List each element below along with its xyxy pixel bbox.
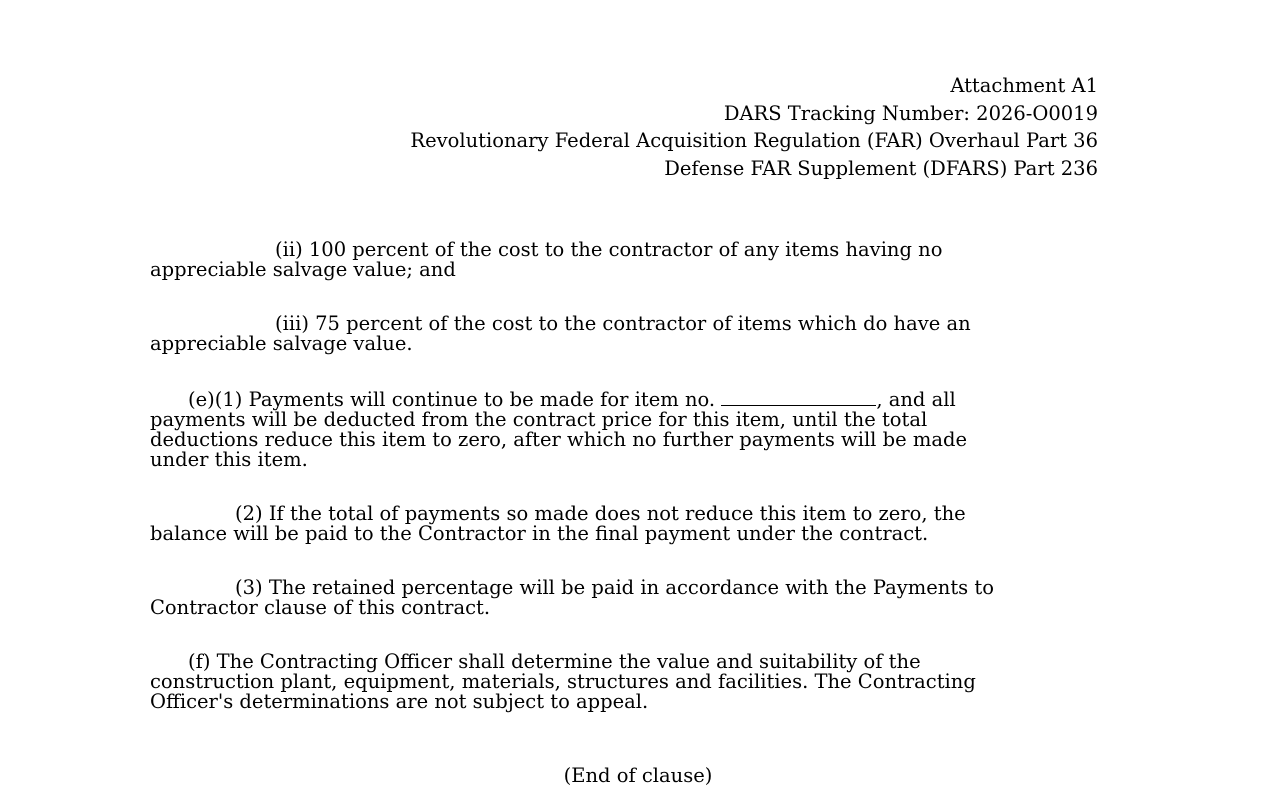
- paragraph-line: Contractor clause of this contract.: [150, 596, 491, 619]
- paragraph-text: (e)(1) Payments will continue to be made for item no.: [188, 388, 722, 411]
- paragraph-line: (3) The retained percentage will be paid in accordance with the Payments to: [235, 576, 994, 599]
- paragraph-line: under this item.: [150, 448, 308, 471]
- paragraph-d-ii: [150, 240, 1110, 280]
- paragraph-line: [150, 388, 1110, 410]
- paragraph-line: deductions reduce this item to zero, after which no further payments will be made: [150, 428, 967, 451]
- paragraph-line: (iii) 75 percent of the cost to the contractor of items which do have an: [275, 312, 971, 335]
- paragraph-line: (2) If the total of payments so made does not reduce this item to zero, the: [235, 502, 966, 525]
- paragraph-e-2: [150, 504, 1110, 544]
- paragraph-line: (f) The Contracting Officer shall determine the value and suitability of the: [188, 650, 921, 673]
- paragraph-e-1: [150, 388, 1110, 470]
- paragraph-f: [150, 652, 1110, 712]
- far-part-title: Revolutionary Federal Acquisition Regulation (FAR) Overhaul Part 36: [410, 129, 1098, 152]
- end-of-clause: (End of clause): [563, 764, 713, 787]
- paragraph-d-iii: [150, 314, 1110, 354]
- attachment-label: Attachment A1: [950, 74, 1098, 97]
- paragraph-line: balance will be paid to the Contractor in the final payment under the contract.: [150, 522, 929, 545]
- clause-body: [150, 238, 1110, 787]
- paragraph-line: Officer's determinations are not subject to appeal.: [150, 690, 649, 713]
- paragraph-line: appreciable salvage value; and: [150, 258, 456, 281]
- dfars-part-title: Defense FAR Supplement (DFARS) Part 236: [664, 156, 1098, 180]
- paragraph-line: construction plant, equipment, materials, structures and facilities. The Contracting: [150, 670, 976, 693]
- paragraph-line: payments will be deducted from the contract price for this item, until the total: [150, 408, 928, 431]
- document-header: [410, 72, 1098, 182]
- paragraph-line: (ii) 100 percent of the cost to the contractor of any items having no: [275, 238, 943, 261]
- dars-tracking-number: DARS Tracking Number: 2026-O0019: [723, 101, 1098, 125]
- paragraph-line: appreciable salvage value.: [150, 332, 413, 355]
- paragraph-e-3: [150, 578, 1110, 618]
- paragraph-text: , and all: [876, 388, 956, 411]
- item-number-blank: [721, 388, 876, 406]
